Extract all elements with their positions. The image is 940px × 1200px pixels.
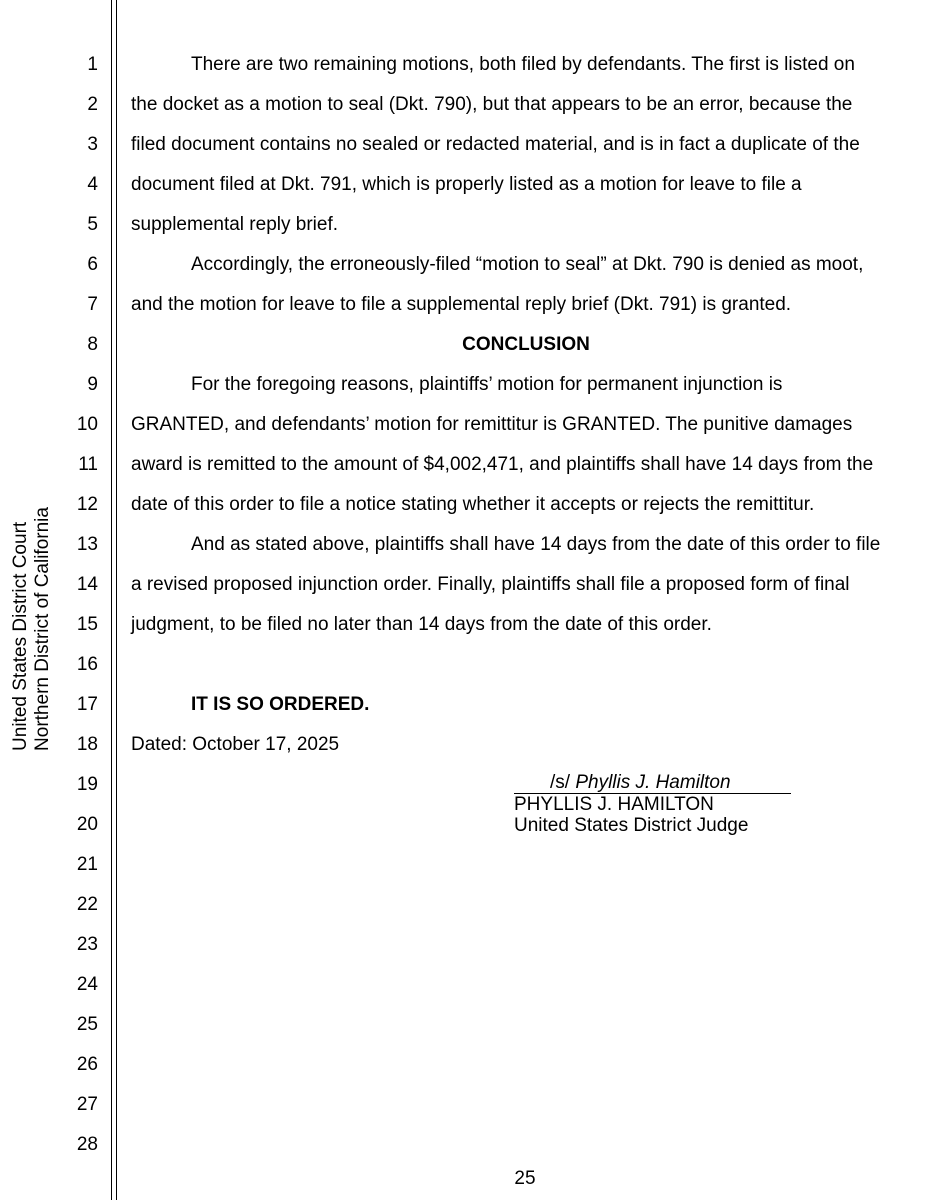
line-number: 8	[87, 334, 98, 355]
line-number: 9	[87, 374, 98, 395]
court-name: United States District Court	[10, 521, 32, 751]
line-number: 4	[87, 174, 98, 195]
line-number: 10	[76, 414, 98, 435]
body-line: award is remitted to the amount of $4,002,471, and plaintiffs shall have 14 days from the	[131, 454, 874, 475]
line-number: 24	[76, 974, 98, 995]
body-line: For the foregoing reasons, plaintiffs’ motion for permanent injunction is	[191, 374, 783, 395]
line-number: 16	[76, 654, 98, 675]
judge-name: PHYLLIS J. HAMILTON	[514, 794, 714, 815]
judge-title: United States District Judge	[514, 815, 749, 836]
body-line: supplemental reply brief.	[131, 214, 338, 235]
body-line: a revised proposed injunction order. Finally, plaintiffs shall file a proposed form of final	[131, 574, 850, 595]
court-sidebar-label	[8, 500, 56, 758]
line-number: 28	[76, 1134, 98, 1155]
line-number: 23	[76, 934, 98, 955]
line-number: 11	[78, 454, 98, 475]
body-line: judgment, to be filed no later than 14 days from the date of this order.	[131, 614, 712, 635]
line-number: 7	[87, 294, 98, 315]
signature-name-italic: Phyllis J. Hamilton	[575, 772, 731, 793]
line-number: 12	[76, 494, 98, 515]
page-number: 25	[514, 1168, 536, 1189]
body-line: And as stated above, plaintiffs shall have 14 days from the date of this order to file	[191, 534, 881, 555]
body-line: date of this order to file a notice stating whether it accepts or rejects the remittitur.	[131, 494, 815, 515]
line-number: 25	[76, 1014, 98, 1035]
line-number: 21	[76, 854, 98, 875]
line-number: 18	[76, 734, 98, 755]
signature-prefix: /s/	[550, 772, 576, 793]
body-line: There are two remaining motions, both filed by defendants. The first is listed on	[191, 54, 855, 75]
body-line: the docket as a motion to seal (Dkt. 790), but that appears to be an error, because the	[131, 94, 853, 115]
line-number: 26	[76, 1054, 98, 1075]
body-line: Accordingly, the erroneously-filed “motion to seal” at Dkt. 790 is denied as moot,	[191, 254, 864, 275]
line-number: 3	[87, 134, 98, 155]
body-line: document filed at Dkt. 791, which is properly listed as a motion for leave to file a	[131, 174, 802, 195]
line-number: 20	[76, 814, 98, 835]
section-heading: CONCLUSION	[462, 334, 590, 355]
margin-rule-left	[111, 0, 112, 1200]
so-ordered-line: IT IS SO ORDERED.	[191, 694, 370, 715]
body-line: and the motion for leave to file a supplemental reply brief (Dkt. 791) is granted.	[131, 294, 792, 315]
line-number: 17	[76, 694, 98, 715]
order-body	[131, 45, 931, 765]
signature-block	[514, 772, 834, 836]
blank-line	[131, 645, 931, 685]
line-number: 14	[76, 574, 98, 595]
dated-line: Dated: October 17, 2025	[131, 734, 340, 755]
line-number: 22	[76, 894, 98, 915]
margin-rule-right	[116, 0, 117, 1200]
line-number: 27	[76, 1094, 98, 1115]
court-district: Northern District of California	[32, 507, 54, 751]
line-number: 6	[87, 254, 98, 275]
signature-line	[514, 772, 791, 794]
line-number: 15	[76, 614, 98, 635]
line-number: 5	[87, 214, 98, 235]
body-line: GRANTED, and defendants’ motion for remittitur is GRANTED. The punitive damages	[131, 414, 853, 435]
body-line: filed document contains no sealed or redacted material, and is in fact a duplicate of the	[131, 134, 860, 155]
line-number: 13	[76, 534, 98, 555]
line-number: 19	[76, 774, 98, 795]
line-number: 2	[87, 94, 98, 115]
line-number-column	[56, 45, 98, 1165]
line-number: 1	[87, 54, 98, 75]
